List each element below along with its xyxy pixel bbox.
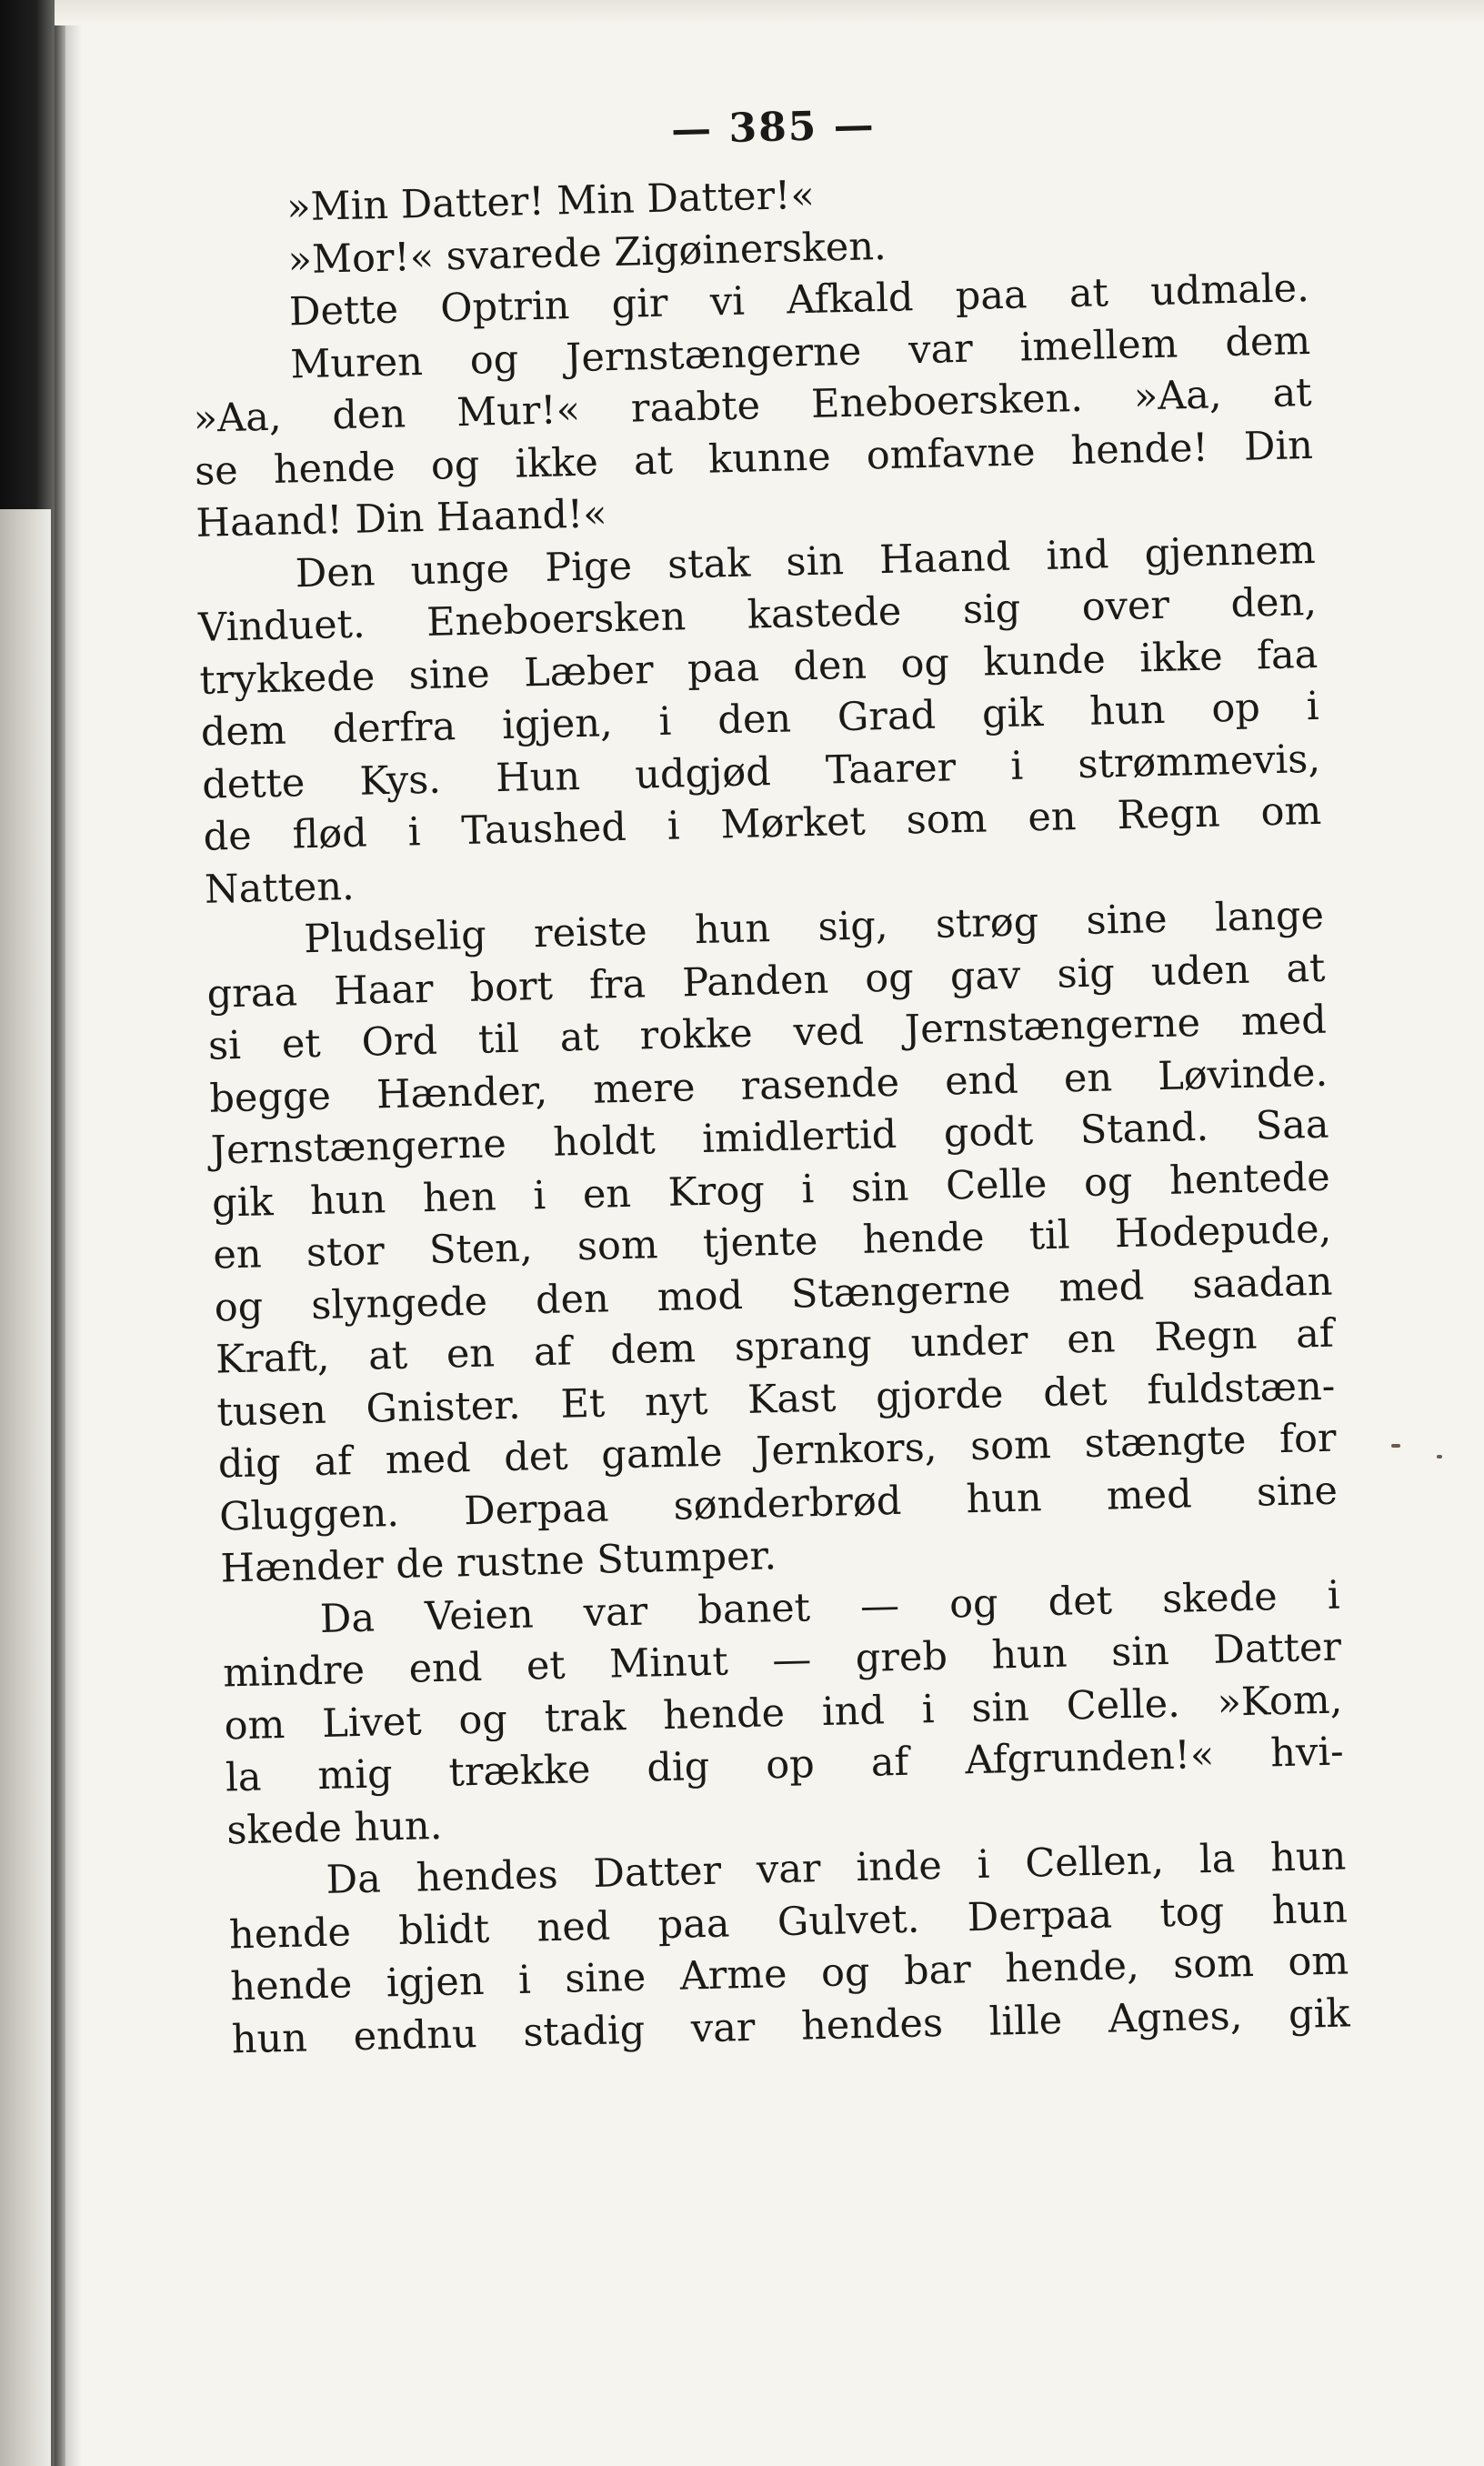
- binding-shadow: [55, 0, 82, 2466]
- text-line: skede hun.: [226, 1802, 443, 1853]
- text-line: trykkede sine Læber paa den og kunde ikke faa: [198, 631, 1319, 704]
- text-line: Vinduet. Eneboersken kastede sig over den,: [197, 578, 1318, 651]
- text-line: la mig trække dig op af Afgrunden!« hvi-: [225, 1729, 1345, 1801]
- text-line: Dette Optrin gir vi Afkald paa at udmale.: [288, 265, 1310, 336]
- text-line: graa Haar bort fra Panden og gav sig uden at: [206, 945, 1326, 1017]
- text-line: Jernstængerne holdt imidlertid godt Stand. Saa: [210, 1101, 1330, 1174]
- text-line: tusen Gnister. Et nyt Kast gjorde det fuldstæn-: [216, 1363, 1336, 1436]
- text-line: begge Hænder, mere rasende end en Løvinde.: [208, 1049, 1329, 1122]
- text-line: Hænder de rustne Stumper.: [220, 1533, 777, 1592]
- text-line: hende blidt ned paa Gulvet. Derpaa tog hun: [228, 1885, 1349, 1958]
- binding-edge-lower: [0, 509, 51, 2466]
- page-number: — 385 —: [670, 102, 877, 154]
- text-line: Natten.: [204, 863, 356, 913]
- text-line: Den unge Pige stak sin Haand ind gjennem: [295, 526, 1317, 596]
- text-line: mindre end et Minut — greb hun sin Datter: [222, 1624, 1342, 1697]
- text-line: dig af med det gamle Jernkors, som stængte for: [217, 1415, 1338, 1488]
- text-line: Pludselig reiste hun sig, strøg sine lange: [303, 892, 1325, 963]
- ink-speck: [1437, 1455, 1442, 1459]
- text-line: dette Kys. Hun udgjød Taarer i strømmevis,: [201, 736, 1321, 808]
- text-line: dem derfra igjen, i den Grad gik hun op i: [200, 683, 1320, 756]
- text-line: Da hendes Datter var inde i Cellen, la hun: [326, 1833, 1347, 1903]
- text-line: Muren og Jernstængerne var imellem dem: [289, 317, 1311, 387]
- book-page: [186, 92, 1354, 2209]
- text-line: hun endnu stadig var hendes lille Agnes, gik: [231, 1990, 1350, 2062]
- text-body: [188, 158, 1350, 2066]
- text-line: hende igjen i sine Arme og bar hende, som om: [229, 1938, 1349, 2010]
- text-line: Da Veien var banet — og det skede i: [319, 1572, 1341, 1642]
- text-line: om Livet og trak hende ind i sin Celle. »Kom,: [224, 1677, 1343, 1749]
- text-line: gik hun hen i en Krog i sin Celle og hentede: [211, 1154, 1331, 1227]
- ink-speck: [1391, 1444, 1400, 1448]
- text-line: de flød i Taushed i Mørket som en Regn om: [203, 787, 1322, 860]
- text-line: »Min Datter! Min Datter!«: [286, 172, 816, 231]
- text-line: en stor Sten, som tjente hende til Hodepude,: [212, 1206, 1332, 1278]
- text-line: »Aa, den Mur!« raabte Eneboersken. »Aa, at: [193, 369, 1313, 442]
- text-line: Kraft, at en af dem sprang under en Regn af: [215, 1310, 1335, 1383]
- text-line: se hende og ikke at kunne omfavne hende! Din: [194, 422, 1314, 495]
- text-line: Haand! Din Haand!«: [195, 491, 608, 546]
- text-line: »Mor!« svarede Zigøinersken.: [287, 223, 887, 283]
- text-line: si et Ord til at rokke ved Jernstængerne med: [207, 997, 1328, 1069]
- text-line: og slyngede den mod Stængerne med saadan: [214, 1258, 1333, 1331]
- top-edge: [55, 0, 1484, 25]
- text-line: Gluggen. Derpaa sønderbrød hun med sine: [218, 1468, 1339, 1540]
